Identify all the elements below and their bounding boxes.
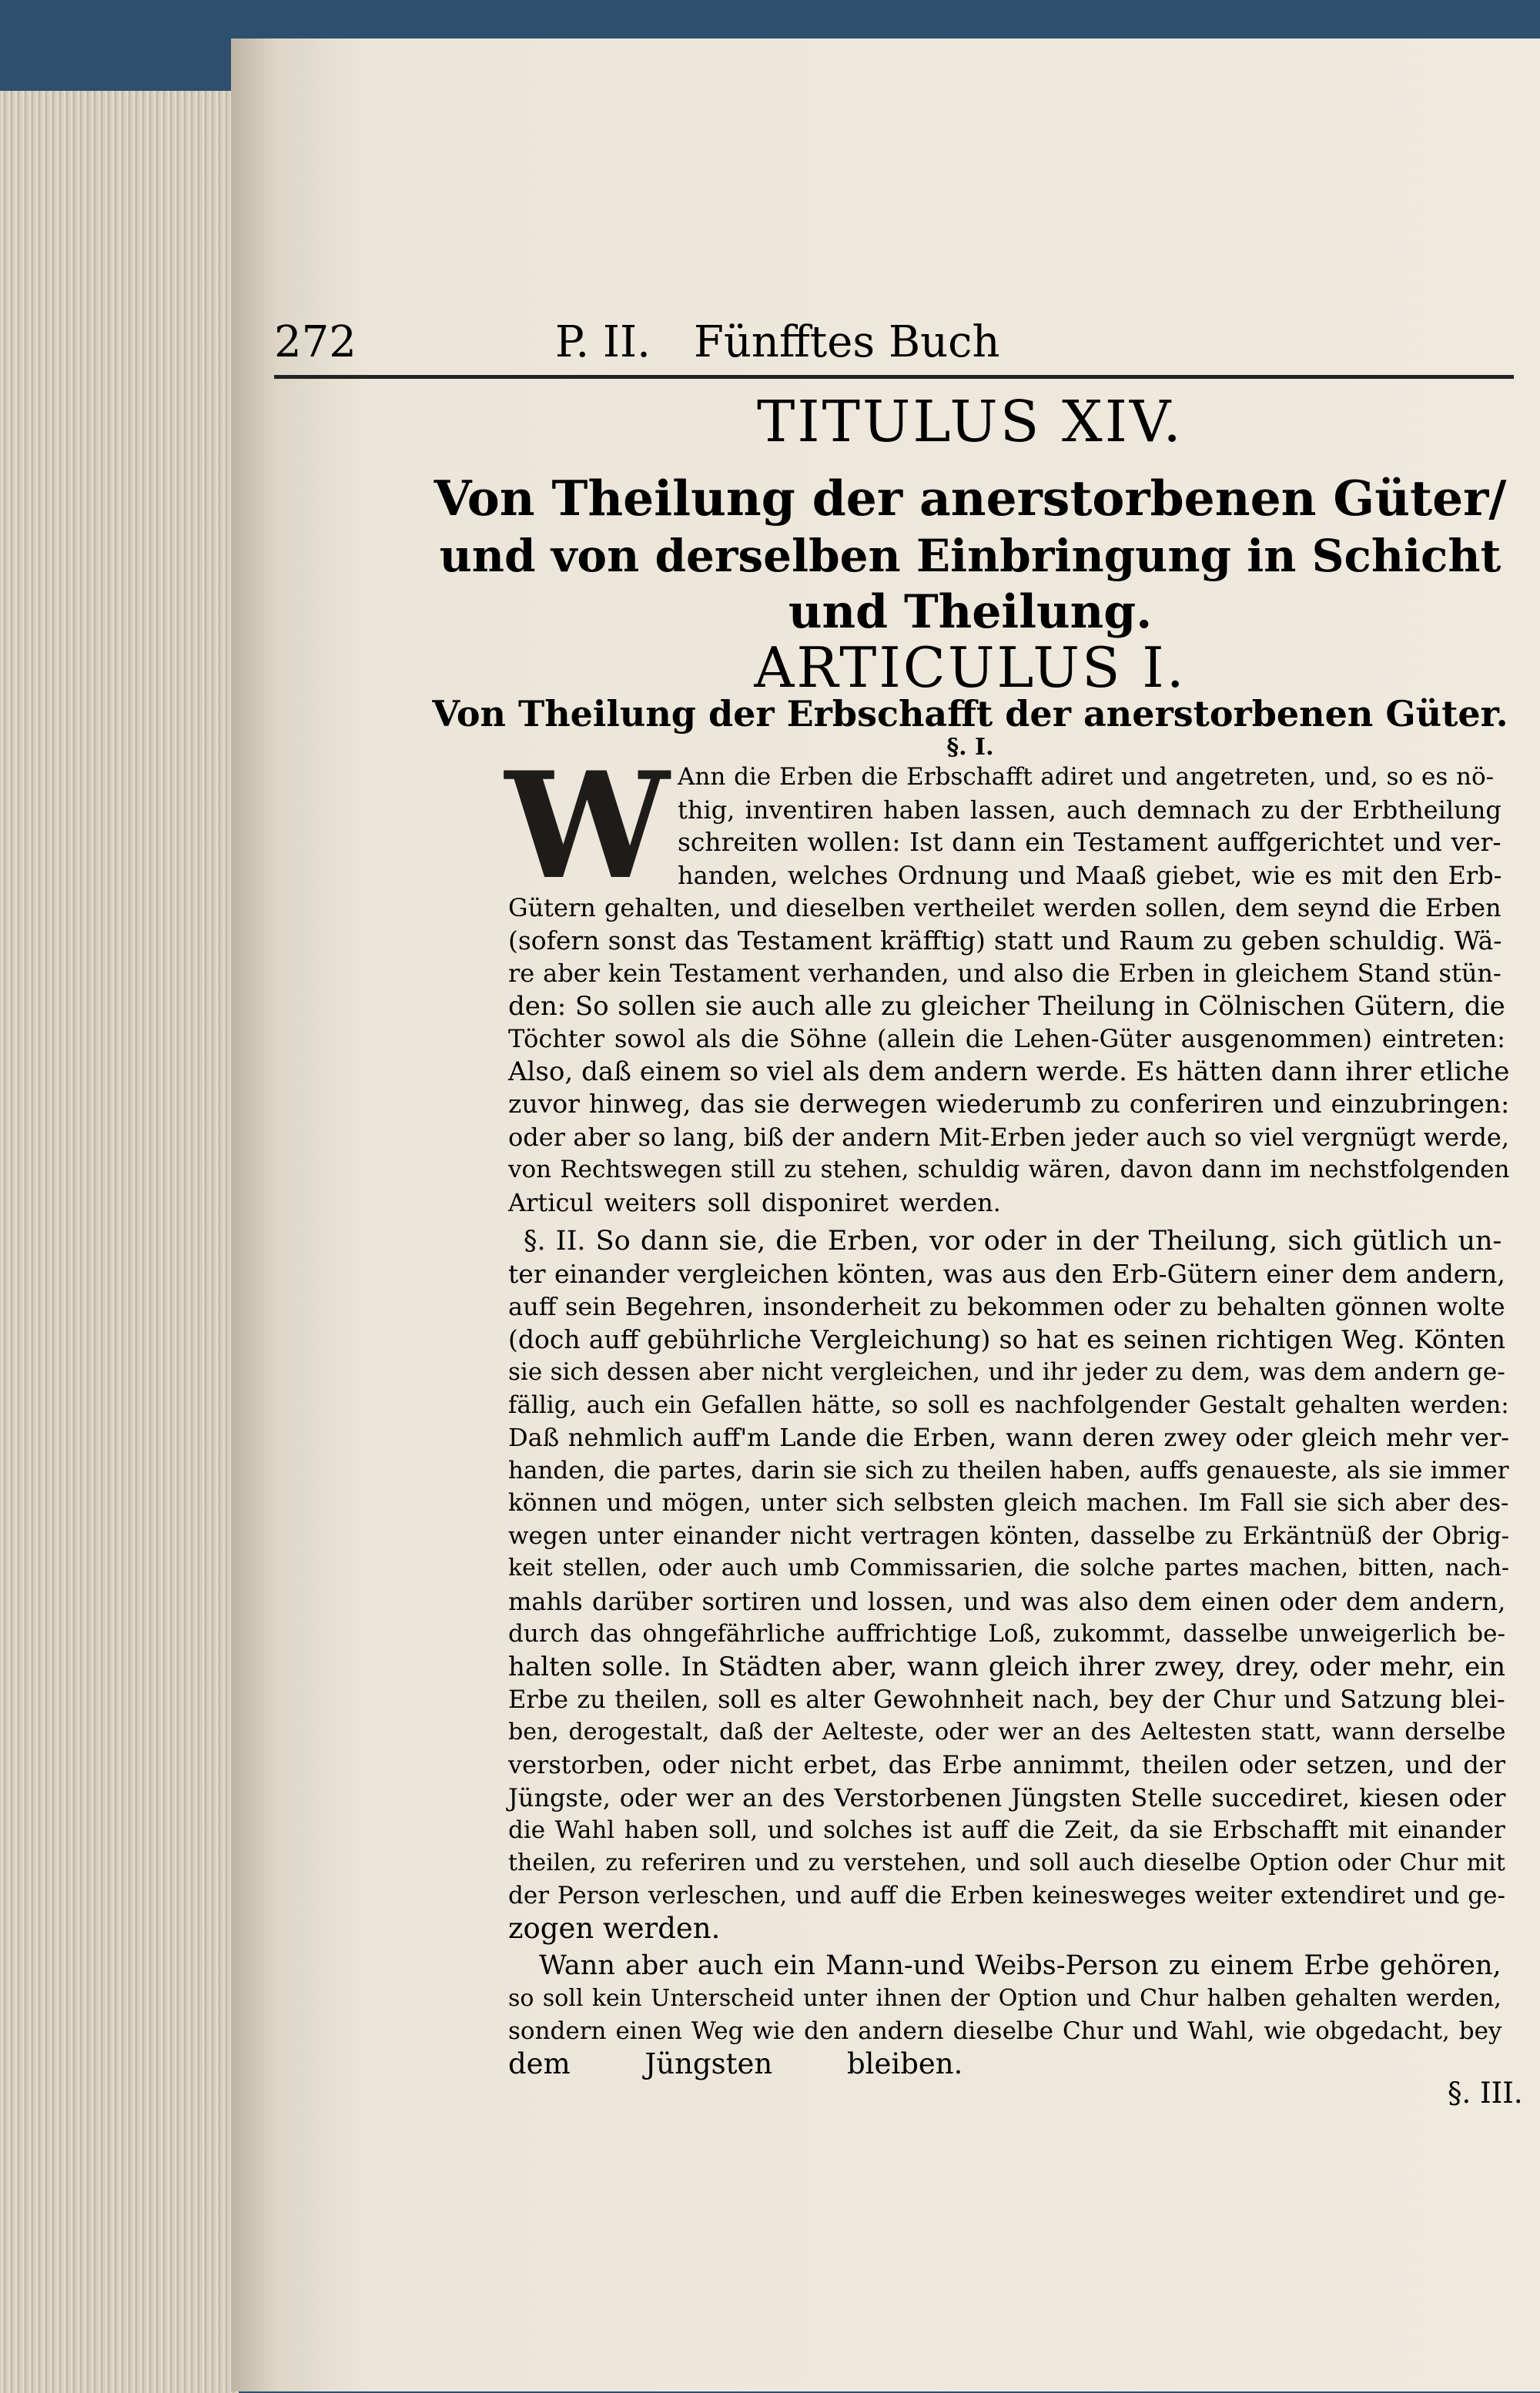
body-line: Ann die Erben die Erbschafft adiret und angetreten, und, so es nö- bbox=[678, 763, 1495, 791]
body-line: halten solle. In Städten aber, wann gleich ihrer zwey, drey, oder mehr, ein bbox=[508, 1651, 1505, 1682]
body-line: keit stellen, oder auch umb Commissarien, die solche partes machen, bitten, nach- bbox=[508, 1555, 1510, 1581]
body-line: sie sich dessen aber nicht vergleichen, und ihr jeder zu dem, was dem andern ge- bbox=[508, 1358, 1505, 1386]
body-line: sondern einen Weg wie den andern dieselbe Chur und Wahl, wie obgedacht, bey bbox=[508, 2017, 1502, 2045]
body-line: die Wahl haben soll, und solches ist auff die Zeit, da sie Erbschafft mit einander bbox=[508, 1816, 1505, 1844]
body-line: ter einander vergleichen könten, was aus den Erb-Gütern einer dem andern, bbox=[508, 1258, 1505, 1289]
article-title: Von Theilung der Erbschafft der anerstorbenen Güter. bbox=[432, 693, 1508, 735]
part-label: P. II. bbox=[555, 317, 651, 367]
body-line: durch das ohngefährliche auffrichtige Loß, zukommt, dasselbe unweigerlich be- bbox=[508, 1620, 1505, 1648]
body-line: handen, welches Ordnung und Maaß giebet, wie es mit den Erb- bbox=[678, 860, 1502, 890]
title-line-3: und Theilung. bbox=[788, 585, 1153, 639]
body-line: dem Jüngsten bleiben. bbox=[508, 2047, 963, 2080]
book-label: Fünfftes Buch bbox=[694, 317, 1000, 367]
body-line: oder aber so lang, biß der andern Mit-Erben jeder auch so viel vergnügt werde, bbox=[508, 1122, 1510, 1152]
title-line-2: und von derselben Einbringung in Schicht bbox=[439, 530, 1502, 582]
body-line: Gütern gehalten, und dieselben vertheilet werden sollen, dem seynd die Erben bbox=[508, 893, 1502, 922]
body-line: können und mögen, unter sich selbsten gleich machen. Im Fall sie sich aber des- bbox=[508, 1489, 1509, 1517]
body-line: Wann aber auch ein Mann-und Weibs-Person zu einem Erbe gehören, bbox=[539, 1950, 1502, 1981]
title-line-1: Von Theilung der anerstorbenen Güter/ bbox=[434, 470, 1507, 527]
body-line: zuvor hinweg, das sie derwegen wiederumb zu conferiren und einzubringen: bbox=[508, 1089, 1510, 1119]
body-line: verstorben, oder nicht erbet, das Erbe annimmt, theilen oder setzen, und der bbox=[508, 1750, 1506, 1779]
running-header bbox=[274, 308, 1506, 377]
body-line: ben, derogestalt, daß der Aelteste, oder wer an des Aeltesten statt, wann derselbe bbox=[508, 1718, 1506, 1745]
body-line: re aber kein Testament verhanden, und also die Erben in gleichem Stand stün- bbox=[508, 959, 1502, 988]
body-line: Articul weiters soll disponiret werden. bbox=[508, 1187, 1001, 1217]
titulus-heading: TITULUS XIV. bbox=[757, 389, 1183, 455]
body-line: thig, inventiren haben lassen, auch demnach zu der Erbtheilung bbox=[678, 795, 1502, 825]
body-line: so soll kein Unterscheid unter ihnen der Option und Chur halben gehalten werden, bbox=[508, 1984, 1502, 2012]
section-1-mark: §. I. bbox=[946, 734, 994, 761]
body-line: mahls darüber sortiren und lossen, und was also dem einen oder dem andern, bbox=[508, 1586, 1506, 1616]
body-line: Töchter sowol als die Söhne (allein die Lehen-Güter ausgenommen) eintreten: bbox=[508, 1024, 1505, 1053]
body-line: handen, die partes, darin sie sich zu theilen haben, auffs genaueste, als sie immer bbox=[508, 1456, 1509, 1484]
body-line: theilen, zu referiren und zu verstehen, und soll auch dieselbe Option oder Chur mit bbox=[508, 1849, 1505, 1876]
body-line: von Rechtswegen still zu stehen, schuldig wären, davon dann im nechstfolgenden bbox=[508, 1156, 1510, 1183]
body-line: schreiten wollen: Ist dann ein Testament auffgerichtet und ver- bbox=[678, 827, 1502, 857]
body-line: wegen unter einander nicht vertragen könten, dasselbe zu Erkäntnüß der Obrig- bbox=[508, 1521, 1510, 1550]
page-number: 272 bbox=[274, 317, 357, 367]
body-line: Erbe zu theilen, soll es alter Gewohnheit nach, bey der Chur und Satzung blei- bbox=[508, 1685, 1505, 1714]
body-line: auff sein Begehren, insonderheit zu bekommen oder zu behalten gönnen wolte bbox=[508, 1292, 1505, 1321]
body-line: §. II. So dann sie, die Erben, vor oder in der Theilung, sich gütlich un- bbox=[524, 1226, 1502, 1257]
decorated-initial: W bbox=[504, 740, 670, 912]
catchword: §. III. bbox=[1448, 2077, 1523, 2110]
body-line: Also, daß einem so viel als dem andern werde. Es hätten dann ihrer etliche bbox=[508, 1056, 1510, 1087]
body-line: fällig, auch ein Gefallen hätte, so soll es nachfolgender Gestalt gehalten werden: bbox=[508, 1391, 1509, 1419]
body-line: (sofern sonst das Testament kräfftig) statt und Raum zu geben schuldig. Wä- bbox=[508, 925, 1502, 956]
body-line: den: So sollen sie auch alle zu gleicher Theilung in Cölnischen Gütern, die bbox=[508, 990, 1505, 1022]
header-rule bbox=[274, 375, 1514, 379]
body-line: zogen werden. bbox=[508, 1911, 721, 1945]
articulus-heading: ARTICULUS I. bbox=[754, 635, 1187, 700]
book-block-edge bbox=[0, 91, 239, 2393]
body-line: Daß nehmlich auff'm Lande die Erben, wann deren zwey oder gleich mehr ver- bbox=[508, 1423, 1510, 1452]
body-line: (doch auff gebührliche Vergleichung) so hat es seinen richtigen Weg. Könten bbox=[508, 1324, 1506, 1354]
body-line: der Person verleschen, und auff die Erben keinesweges weiter extendiret und ge- bbox=[508, 1882, 1505, 1909]
body-line: Jüngste, oder wer an des Verstorbenen Jüngsten Stelle succediret, kiesen oder bbox=[508, 1782, 1506, 1812]
